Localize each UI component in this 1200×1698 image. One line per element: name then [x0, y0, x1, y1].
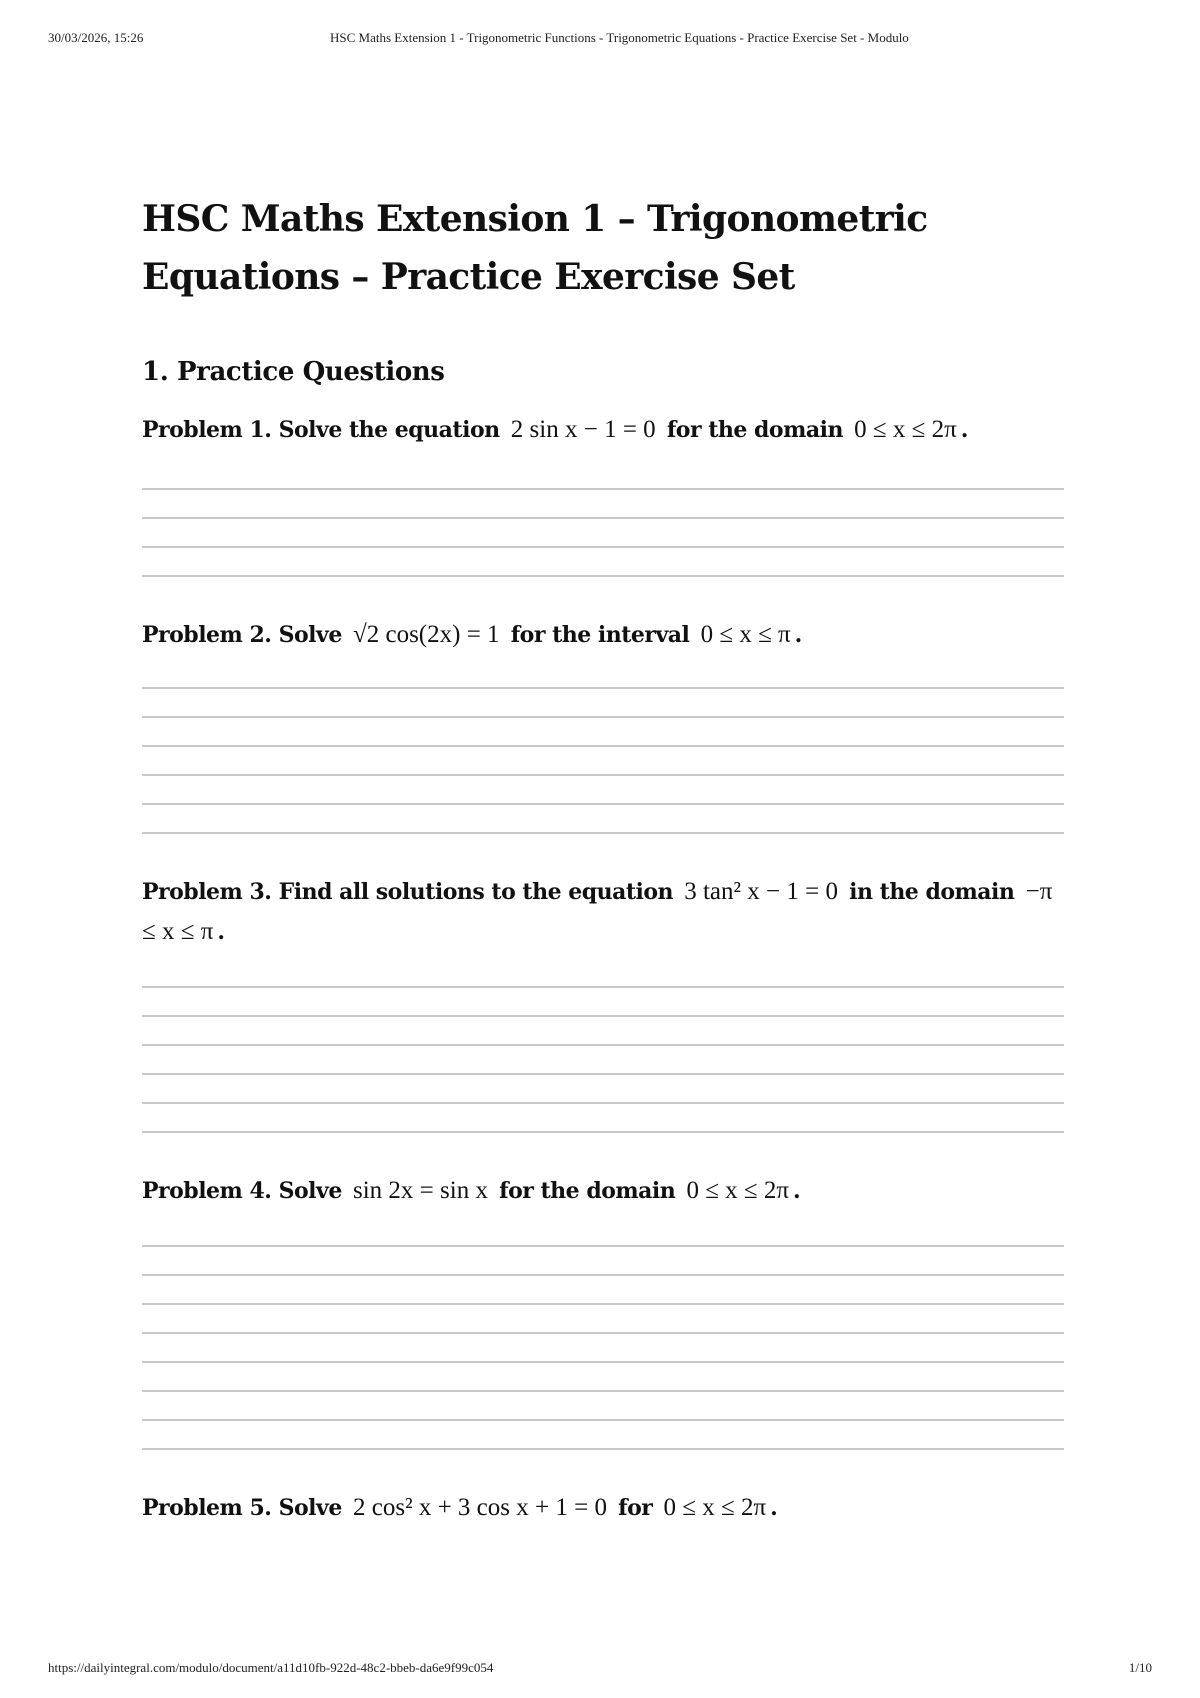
answer-line[interactable]: [142, 1390, 1064, 1392]
answer-line[interactable]: [142, 1102, 1064, 1104]
problem-3: Problem 3. Find all solutions to the equation 3 tan² x − 1 = 0 in the domain −π ≤ x ≤ π .: [142, 878, 1053, 945]
problem-text: Solve: [278, 1495, 342, 1521]
problem-text: Solve: [278, 622, 342, 648]
answer-line[interactable]: [142, 745, 1064, 747]
page-number: 1/10: [1128, 1660, 1152, 1675]
problem-text: in the domain: [849, 879, 1015, 905]
problem-equation: 2 cos² x + 3 cos x + 1 = 0: [353, 1494, 607, 1521]
document-title: HSC Maths Extension 1 – Trigonometric Equations – Practice Exercise Set: [142, 198, 928, 298]
answer-line[interactable]: [142, 1073, 1064, 1075]
answer-line[interactable]: [142, 1332, 1064, 1334]
problem-text: Find all solutions to the equation: [278, 879, 674, 905]
problem-domain: 0 ≤ x ≤ 2π: [686, 1177, 790, 1204]
problem-text: Solve the equation: [278, 417, 500, 443]
answer-lines: [142, 488, 1064, 577]
problem-text: for: [618, 1495, 653, 1521]
answer-line[interactable]: [142, 1245, 1064, 1247]
answer-line[interactable]: [142, 687, 1064, 689]
print-date: 30/03/2026, 15:26: [48, 30, 144, 45]
problem-equation: √2 cos(2x) = 1: [353, 621, 500, 648]
answer-line[interactable]: [142, 716, 1064, 718]
answer-line[interactable]: [142, 1448, 1064, 1450]
problem-text: for the domain: [499, 1178, 676, 1204]
answer-line[interactable]: [142, 1015, 1064, 1017]
problem-5: Problem 5. Solve 2 cos² x + 3 cos x + 1 = 0 for 0 ≤ x ≤ 2π .: [142, 1494, 778, 1521]
problem-domain: 0 ≤ x ≤ 2π: [663, 1494, 767, 1521]
problem-domain: 0 ≤ x ≤ 2π: [854, 416, 957, 443]
problem-label: Problem 4.: [142, 1178, 272, 1204]
problem-1: Problem 1. Solve the equation 2 sin x − 1 = 0 for the domain 0 ≤ x ≤ 2π .: [142, 416, 968, 443]
problem-text: for the domain: [666, 417, 843, 443]
answer-line[interactable]: [142, 1274, 1064, 1276]
problem-equation: 2 sin x − 1 = 0: [510, 416, 656, 443]
problem-text: Solve: [278, 1178, 342, 1204]
answer-line[interactable]: [142, 575, 1064, 577]
problem-text: for the interval: [510, 622, 690, 648]
answer-line[interactable]: [142, 1419, 1064, 1421]
answer-lines: [142, 687, 1064, 834]
problem-4: Problem 4. Solve sin 2x = sin x for the domain 0 ≤ x ≤ 2π .: [142, 1177, 801, 1204]
problem-domain: 0 ≤ x ≤ π: [700, 621, 791, 648]
print-footer: [48, 1660, 1152, 1680]
section-heading: 1. Practice Questions: [142, 357, 445, 387]
answer-line[interactable]: [142, 1303, 1064, 1305]
problem-label: Problem 3.: [142, 879, 272, 905]
answer-line[interactable]: [142, 1044, 1064, 1046]
answer-line[interactable]: [142, 832, 1064, 834]
answer-line[interactable]: [142, 546, 1064, 548]
print-page-title: HSC Maths Extension 1 - Trigonometric Functions - Trigonometric Equations - Practice Exercise Set - Modulo: [330, 30, 909, 45]
problem-2: Problem 2. Solve √2 cos(2x) = 1 for the interval 0 ≤ x ≤ π .: [142, 621, 802, 648]
answer-line[interactable]: [142, 986, 1064, 988]
answer-lines: [142, 1245, 1064, 1450]
answer-line[interactable]: [142, 488, 1064, 490]
problem-label: Problem 5.: [142, 1495, 272, 1521]
answer-line[interactable]: [142, 1361, 1064, 1363]
answer-line[interactable]: [142, 774, 1064, 776]
answer-lines: [142, 986, 1064, 1133]
document-body: [142, 190, 1064, 1528]
problem-domain: −π ≤ x ≤ π: [142, 878, 1053, 945]
page-url: https://dailyintegral.com/modulo/document/a11d10fb-922d-48c2-bbeb-da6e9f99c054: [48, 1660, 494, 1675]
problem-equation: sin 2x = sin x: [353, 1177, 488, 1204]
print-header: [48, 30, 1152, 50]
answer-line[interactable]: [142, 1131, 1064, 1133]
answer-line[interactable]: [142, 803, 1064, 805]
problem-equation: 3 tan² x − 1 = 0: [684, 878, 838, 905]
answer-line[interactable]: [142, 517, 1064, 519]
problem-label: Problem 1.: [142, 417, 272, 443]
problem-label: Problem 2.: [142, 622, 272, 648]
